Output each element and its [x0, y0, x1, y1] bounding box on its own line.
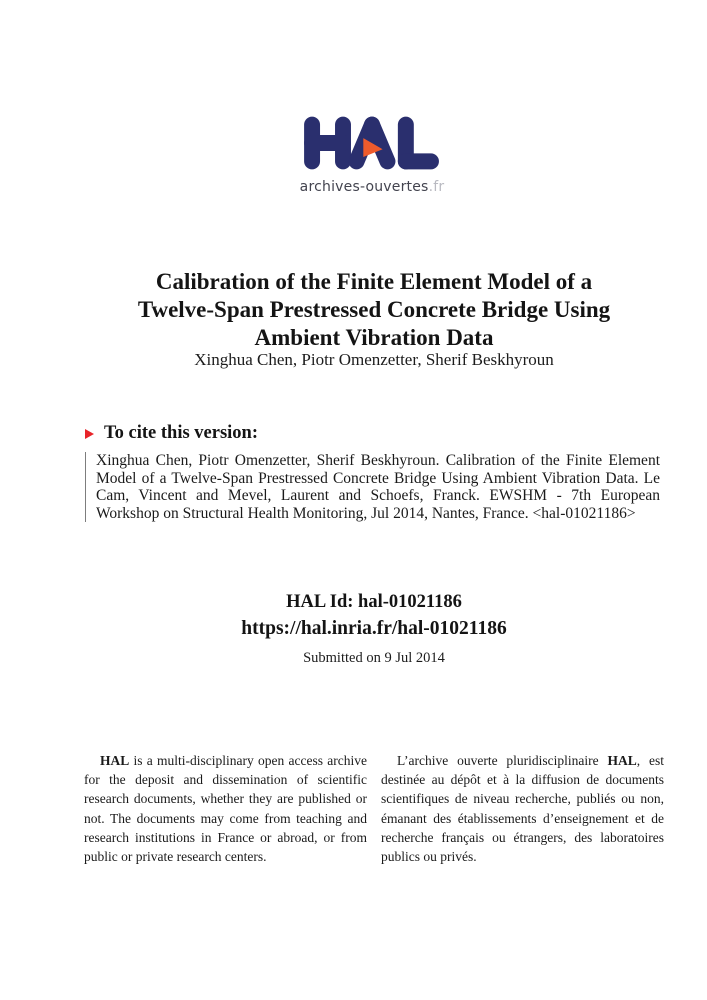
hal-url-link[interactable]: https://hal.inria.fr/hal-01021186: [241, 618, 507, 639]
abstract-english-text: is a multi-disciplinary open access archive for the deposit and dissemination of scientific research documents, whether they are published or not. The documents may come from teaching and research institutions in France or abroad, or from public or private research centers.: [84, 753, 368, 865]
logo-wordmark-text: archives-ouvertes: [299, 179, 429, 195]
hal-logo: [283, 114, 461, 195]
boilerplate-columns: [84, 751, 664, 866]
abstract-french-pre: L’archive ouverte pluridisciplinaire: [397, 753, 599, 768]
paper-title-line: Ambient Vibration Data: [254, 325, 494, 350]
citation-block: [85, 452, 660, 522]
logo-wordmark: [283, 179, 461, 195]
authors: Xinghua Chen, Piotr Omenzetter, Sherif Beskhyroun: [194, 350, 554, 369]
logo-wordmark-suffix: .fr: [428, 179, 445, 195]
hal-url: [85, 618, 663, 640]
abstract-english: [84, 751, 367, 866]
hal-id: HAL Id: hal-01021186: [286, 592, 462, 612]
cite-heading-label: To cite this version:: [104, 423, 258, 443]
citation-text: Xinghua Chen, Piotr Omenzetter, Sherif Beskhyroun. Calibration of the Finite Element Model of a Twelve-Span Prestressed Concrete Bridge Using Ambient Vibration Data. Le Cam, Vincent and Mevel, Laurent and Schoefs, Franck. EWSHM - 7th European Workshop on Structural Health Monitoring, Jul 2014, Nantes, France. <hal-01021186>: [96, 452, 660, 522]
abstract-french-lead: HAL: [607, 753, 637, 768]
red-triangle-bullet-icon: [85, 429, 94, 439]
submission-date: Submitted on 9 Jul 2014: [303, 650, 445, 666]
paper-title-line: Calibration of the Finite Element Model of a: [155, 269, 593, 294]
abstract-french-post: , est destinée au dépôt et à la diffusion de documents scientifiques de niveau recherche, publiés ou non, émanant des établissements d’enseignement et de recherche français ou étrangers, des laboratoires publics ou privés.: [381, 753, 665, 865]
paper-title-line: Twelve-Span Prestressed Concrete Bridge Using: [137, 297, 611, 322]
cite-heading: [85, 423, 258, 444]
paper-title: [85, 268, 663, 352]
abstract-french: [381, 751, 664, 866]
abstract-english-lead: HAL: [100, 753, 130, 768]
hal-logo-icon: [299, 114, 445, 172]
